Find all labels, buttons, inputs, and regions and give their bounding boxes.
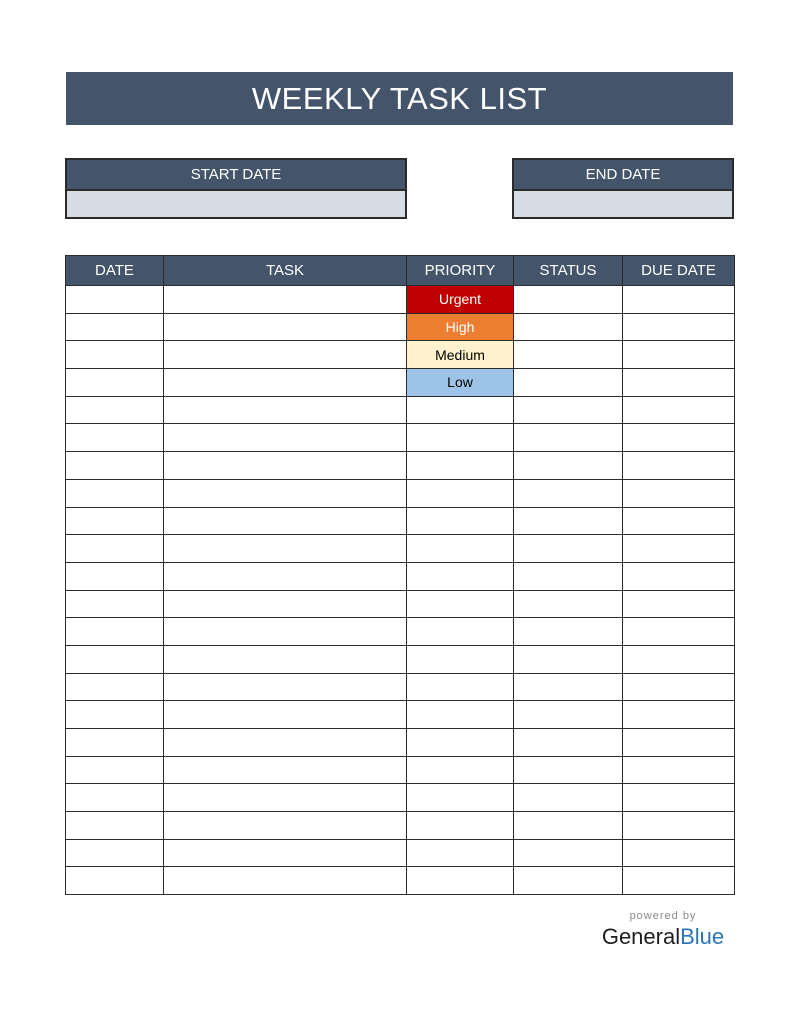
task-cell[interactable] (164, 396, 407, 424)
task-cell[interactable] (164, 452, 407, 480)
priority-cell[interactable] (407, 867, 514, 895)
priority-cell[interactable] (407, 452, 514, 480)
date-cell[interactable] (66, 618, 164, 646)
date-cell[interactable] (66, 341, 164, 369)
date-cell[interactable] (66, 812, 164, 840)
priority-cell[interactable] (407, 756, 514, 784)
priority-cell-high[interactable]: High (407, 313, 514, 341)
status-cell[interactable] (514, 286, 623, 314)
date-cell[interactable] (66, 645, 164, 673)
priority-cell[interactable] (407, 590, 514, 618)
priority-cell[interactable] (407, 812, 514, 840)
priority-cell[interactable] (407, 673, 514, 701)
column-header-date: DATE (66, 256, 164, 286)
table-row (66, 479, 735, 507)
priority-cell[interactable] (407, 618, 514, 646)
brand-logo (598, 924, 728, 950)
task-cell[interactable] (164, 701, 407, 729)
status-cell[interactable] (514, 784, 623, 812)
due-date-cell[interactable] (623, 590, 735, 618)
date-cell[interactable] (66, 535, 164, 563)
footer-branding (598, 910, 728, 950)
column-header-due-date: DUE DATE (623, 256, 735, 286)
table-row (66, 839, 735, 867)
table-row (66, 867, 735, 895)
due-date-cell[interactable] (623, 673, 735, 701)
due-date-cell[interactable] (623, 369, 735, 397)
task-table-body (66, 286, 735, 895)
task-cell[interactable] (164, 507, 407, 535)
task-cell[interactable] (164, 286, 407, 314)
priority-cell[interactable] (407, 729, 514, 757)
due-date-cell[interactable] (623, 701, 735, 729)
table-row (66, 313, 735, 341)
date-cell[interactable] (66, 452, 164, 480)
due-date-cell[interactable] (623, 645, 735, 673)
task-cell[interactable] (164, 839, 407, 867)
end-date-field[interactable] (514, 191, 732, 217)
table-row (66, 452, 735, 480)
date-cell[interactable] (66, 424, 164, 452)
task-cell[interactable] (164, 479, 407, 507)
task-cell[interactable] (164, 562, 407, 590)
column-header-task: TASK (164, 256, 407, 286)
date-cell[interactable] (66, 286, 164, 314)
due-date-cell[interactable] (623, 839, 735, 867)
status-cell[interactable] (514, 313, 623, 341)
date-cell[interactable] (66, 784, 164, 812)
due-date-cell[interactable] (623, 535, 735, 563)
date-cell[interactable] (66, 562, 164, 590)
table-row (66, 341, 735, 369)
end-date-label: END DATE (514, 160, 732, 191)
date-cell[interactable] (66, 756, 164, 784)
status-cell[interactable] (514, 729, 623, 757)
status-cell[interactable] (514, 756, 623, 784)
table-row (66, 286, 735, 314)
date-cell[interactable] (66, 839, 164, 867)
due-date-cell[interactable] (623, 867, 735, 895)
table-row (66, 590, 735, 618)
due-date-cell[interactable] (623, 618, 735, 646)
status-cell[interactable] (514, 396, 623, 424)
due-date-cell[interactable] (623, 784, 735, 812)
status-cell[interactable] (514, 535, 623, 563)
brand-name-general: General (601, 924, 681, 949)
table-row (66, 812, 735, 840)
priority-cell[interactable] (407, 839, 514, 867)
start-date-label: START DATE (67, 160, 405, 191)
task-cell[interactable] (164, 673, 407, 701)
task-cell[interactable] (164, 369, 407, 397)
status-cell[interactable] (514, 701, 623, 729)
priority-cell[interactable] (407, 424, 514, 452)
priority-cell[interactable] (407, 396, 514, 424)
date-cell[interactable] (66, 396, 164, 424)
priority-cell[interactable] (407, 479, 514, 507)
table-row (66, 507, 735, 535)
task-table (65, 255, 735, 895)
due-date-cell[interactable] (623, 562, 735, 590)
priority-cell[interactable] (407, 535, 514, 563)
task-cell[interactable] (164, 618, 407, 646)
task-cell[interactable] (164, 729, 407, 757)
date-cell[interactable] (66, 590, 164, 618)
task-cell[interactable] (164, 341, 407, 369)
date-cell[interactable] (66, 507, 164, 535)
status-cell[interactable] (514, 507, 623, 535)
status-cell[interactable] (514, 341, 623, 369)
date-cell[interactable] (66, 479, 164, 507)
priority-cell[interactable] (407, 701, 514, 729)
table-row (66, 424, 735, 452)
table-row (66, 756, 735, 784)
table-row (66, 673, 735, 701)
task-cell[interactable] (164, 756, 407, 784)
due-date-cell[interactable] (623, 341, 735, 369)
powered-by-text: powered by (629, 910, 697, 922)
task-cell[interactable] (164, 645, 407, 673)
status-cell[interactable] (514, 867, 623, 895)
date-cell[interactable] (66, 673, 164, 701)
date-cell[interactable] (66, 313, 164, 341)
status-cell[interactable] (514, 839, 623, 867)
status-cell[interactable] (514, 562, 623, 590)
table-row (66, 618, 735, 646)
table-row (66, 729, 735, 757)
table-row (66, 701, 735, 729)
status-cell[interactable] (514, 673, 623, 701)
status-cell[interactable] (514, 590, 623, 618)
start-date-field[interactable] (67, 191, 405, 217)
status-cell[interactable] (514, 618, 623, 646)
priority-cell-medium[interactable]: Medium (407, 341, 514, 369)
due-date-cell[interactable] (623, 313, 735, 341)
brand-name-blue: Blue (680, 924, 725, 949)
priority-cell-low[interactable]: Low (407, 369, 514, 397)
table-row (66, 535, 735, 563)
priority-cell-urgent[interactable]: Urgent (407, 286, 514, 314)
due-date-cell[interactable] (623, 756, 735, 784)
date-cell[interactable] (66, 867, 164, 895)
due-date-cell[interactable] (623, 507, 735, 535)
status-cell[interactable] (514, 812, 623, 840)
task-cell[interactable] (164, 535, 407, 563)
priority-cell[interactable] (407, 507, 514, 535)
table-header-row (66, 256, 735, 286)
status-cell[interactable] (514, 369, 623, 397)
task-cell[interactable] (164, 867, 407, 895)
status-cell[interactable] (514, 424, 623, 452)
task-cell[interactable] (164, 784, 407, 812)
status-cell[interactable] (514, 452, 623, 480)
priority-cell[interactable] (407, 645, 514, 673)
due-date-cell[interactable] (623, 424, 735, 452)
task-cell[interactable] (164, 424, 407, 452)
status-cell[interactable] (514, 645, 623, 673)
task-cell[interactable] (164, 313, 407, 341)
table-row (66, 369, 735, 397)
due-date-cell[interactable] (623, 729, 735, 757)
column-header-status: STATUS (514, 256, 623, 286)
table-row (66, 396, 735, 424)
date-cell[interactable] (66, 729, 164, 757)
due-date-cell[interactable] (623, 479, 735, 507)
due-date-cell[interactable] (623, 286, 735, 314)
task-cell[interactable] (164, 590, 407, 618)
status-cell[interactable] (514, 479, 623, 507)
due-date-cell[interactable] (623, 812, 735, 840)
end-date-box (512, 158, 734, 219)
due-date-cell[interactable] (623, 396, 735, 424)
priority-cell[interactable] (407, 562, 514, 590)
due-date-cell[interactable] (623, 452, 735, 480)
table-row (66, 562, 735, 590)
date-cell[interactable] (66, 369, 164, 397)
table-row (66, 784, 735, 812)
date-cell[interactable] (66, 701, 164, 729)
task-cell[interactable] (164, 812, 407, 840)
priority-cell[interactable] (407, 784, 514, 812)
table-row (66, 645, 735, 673)
column-header-priority: PRIORITY (407, 256, 514, 286)
page-title: WEEKLY TASK LIST (66, 72, 733, 125)
start-date-box (65, 158, 407, 219)
